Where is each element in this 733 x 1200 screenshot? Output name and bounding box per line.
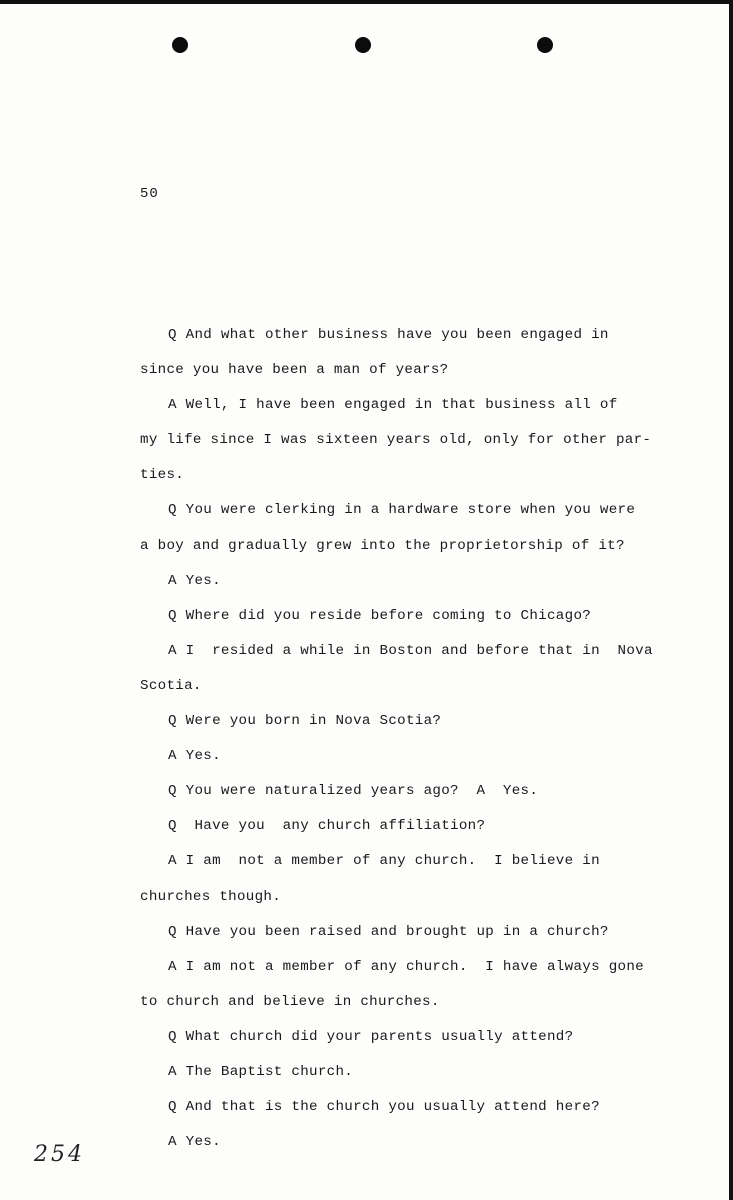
transcript-line: Q Where did you reside before coming to Chicago?: [168, 607, 592, 624]
transcript-line: Scotia.: [140, 677, 202, 694]
transcript-line: Q Were you born in Nova Scotia?: [168, 713, 442, 730]
transcript-line: my life since I was sixteen years old, only for other par-: [140, 432, 652, 449]
handwritten-margin-note: 254: [34, 1142, 85, 1167]
transcript-line: A Yes.: [168, 572, 221, 589]
transcript-line: Q And what other business have you been engaged in: [168, 327, 609, 343]
transcript-line: Q What church did your parents usually attend?: [168, 1028, 574, 1045]
transcript-line: Q You were clerking in a hardware store when you were: [168, 502, 636, 519]
transcript-line: churches though.: [140, 888, 282, 905]
transcript-line: A I am not a member of any church. I believe in: [168, 853, 600, 870]
page-number: 50: [140, 186, 159, 202]
punch-hole-right: [537, 37, 553, 53]
transcript-line: to church and believe in churches.: [140, 993, 440, 1010]
transcript-line: A Yes.: [168, 1134, 221, 1151]
transcript-line: Q Have you been raised and brought up in a church?: [168, 923, 609, 940]
transcript-line: Q And that is the church you usually attend here?: [168, 1099, 600, 1116]
punch-hole-center: [355, 37, 371, 53]
transcript-line: A I am not a member of any church. I have always gone: [168, 958, 644, 975]
transcript-line: a boy and gradually grew into the proprietorship of it?: [140, 537, 625, 554]
transcript-line: A The Baptist church.: [168, 1063, 354, 1080]
transcript-line: A I resided a while in Boston and before that in Nova: [168, 642, 653, 659]
transcript-line: A Well, I have been engaged in that business all of: [168, 397, 618, 414]
transcript-line: A Yes.: [168, 748, 221, 765]
punch-hole-left: [172, 37, 188, 53]
transcript-body: [140, 318, 700, 1160]
transcript-line: since you have been a man of years?: [140, 362, 449, 379]
transcript-line: ties.: [140, 467, 185, 484]
transcript-line: Q Have you any church affiliation?: [168, 818, 486, 835]
transcript-line: Q You were naturalized years ago? A Yes.: [168, 783, 539, 800]
